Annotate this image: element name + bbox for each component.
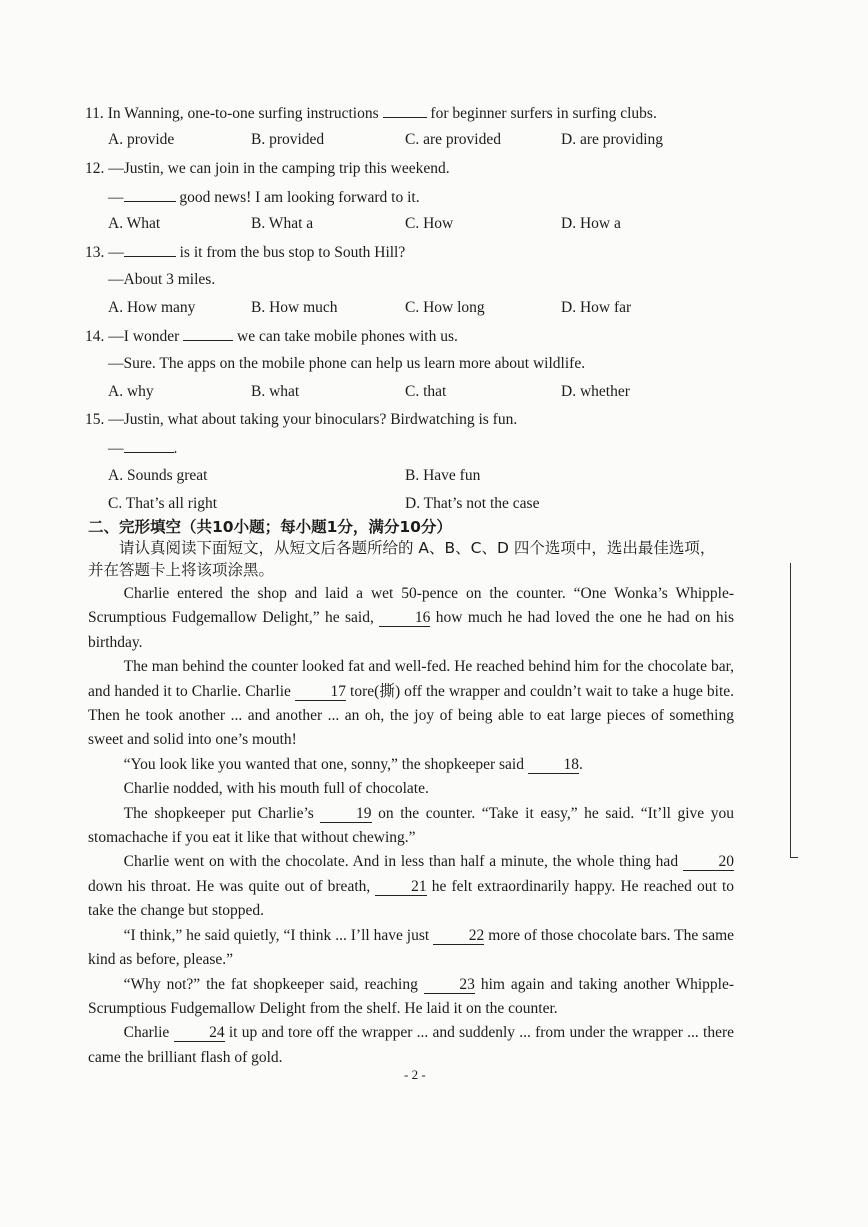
- section-instruction: 请认真阅读下面短文，从短文后各题所给的 A、B、C、D 四个选项中，选出最佳选项，: [119, 539, 716, 557]
- option-c: C. That’s all right: [108, 495, 218, 512]
- blank-20: 20: [683, 854, 734, 871]
- option-a: A. why: [108, 383, 154, 400]
- option-d: D. are providing: [561, 131, 664, 148]
- section-title: 二、完形填空（共10小题；每小题1分，满分10分）: [88, 518, 452, 536]
- dialogue-dash: —: [108, 244, 124, 261]
- option-c: C. How long: [405, 299, 485, 316]
- question-stem: for beginner surfers in surfing clubs.: [430, 105, 657, 122]
- blank-19: 19: [320, 806, 371, 823]
- blank-24: 24: [174, 1025, 225, 1042]
- option-d: D. whether: [561, 383, 630, 400]
- passage-paragraph: Charlie went on with the chocolate. And in less than half a minute, the whole thing had 20 down his throat. He was quite out of breath, 21 he felt extraordinarily happy. He reached out to take the change but stopped.: [88, 853, 735, 920]
- option-c: C. How: [405, 215, 454, 232]
- answer-blank: [183, 326, 233, 341]
- option-c: C. are provided: [405, 131, 501, 148]
- question-stem: —About 3 miles.: [108, 271, 216, 288]
- option-d: D. How far: [561, 299, 632, 316]
- passage-paragraph: Charlie 24 it up and tore off the wrapper ... and suddenly ... from under the wrapper ... there came the brilliant flash of gold.: [88, 1024, 734, 1066]
- question-stem: —Justin, we can join in the camping trip this weekend.: [108, 160, 450, 177]
- question-stem: —Justin, what about taking your binoculars? Birdwatching is fun.: [108, 411, 518, 428]
- question-stem: we can take mobile phones with us.: [237, 328, 458, 345]
- answer-blank: [383, 103, 427, 118]
- option-c: C. that: [405, 383, 447, 400]
- blank-21: 21: [375, 879, 426, 896]
- dialogue-dash: —: [108, 189, 124, 206]
- passage-paragraph: The shopkeeper put Charlie’s 19 on the counter. “Take it easy,” he said. “It’ll give you stomachache if you eat it like that without chewing.”: [88, 804, 735, 847]
- blank-17: 17: [295, 684, 346, 701]
- blank-23: 23: [424, 977, 475, 994]
- option-d: D. That’s not the case: [405, 495, 540, 512]
- passage-paragraph: Charlie entered the shop and laid a wet 50-pence on the counter. “One Wonka’s Whipple-Scrumptious Fudgemallow Delight,” he said, 16 how much he had loved the one he had on his birthday.: [88, 585, 735, 651]
- option-a: A. What: [108, 215, 161, 232]
- question-15: [85, 410, 517, 430]
- question-12: [85, 159, 450, 179]
- question-stem: is it from the bus stop to South Hill?: [179, 244, 406, 261]
- question-stem: good news! I am looking forward to it.: [179, 189, 420, 206]
- question-12-reply: [108, 187, 420, 208]
- answer-blank: [124, 438, 174, 453]
- question-stem: —I wonder: [108, 328, 180, 345]
- question-stem: In Wanning, one-to-one surfing instructions: [107, 105, 379, 122]
- page-number: - 2 -: [404, 1067, 426, 1082]
- question-stem: .: [173, 440, 178, 457]
- question-14: [85, 326, 458, 347]
- question-number: 12.: [85, 160, 105, 177]
- blank-22: 22: [433, 928, 484, 945]
- option-a: A. How many: [108, 299, 196, 316]
- question-number: 14.: [85, 328, 105, 345]
- option-a: A. provide: [108, 131, 175, 148]
- option-b: B. Have fun: [405, 467, 481, 484]
- option-d: D. How a: [561, 215, 621, 232]
- passage-paragraph: The man behind the counter looked fat and well-fed. He reached behind him for the chocolate bar, and handed it to Charlie. Charlie 17 tore(撕) off the wrapper and couldn’t wait to take a huge bite. Then he took another ... and another ... an oh, the joy of being able to eat large pieces of something sweet and solid into one’s mouth!: [88, 658, 735, 749]
- margin-line: [790, 563, 791, 858]
- option-b: B. provided: [251, 131, 325, 148]
- question-14-reply: [108, 354, 585, 374]
- dialogue-dash: —: [108, 440, 124, 457]
- question-13-reply: [108, 270, 215, 290]
- option-b: B. what: [251, 383, 300, 400]
- blank-16: 16: [379, 610, 430, 627]
- passage-paragraph: “Why not?” the fat shopkeeper said, reaching 23 him again and taking another Whipple-Scrumptious Fudgemallow Delight from the shelf. He laid it on the counter.: [88, 975, 734, 1017]
- cloze-passage: [88, 582, 734, 1070]
- question-stem: —Sure. The apps on the mobile phone can help us learn more about wildlife.: [108, 355, 586, 372]
- option-b: B. What a: [251, 215, 314, 232]
- question-number: 15.: [85, 411, 105, 428]
- question-number: 11.: [85, 105, 104, 122]
- margin-line-tick: [790, 857, 798, 858]
- option-a: A. Sounds great: [108, 467, 208, 484]
- answer-blank: [124, 242, 176, 257]
- question-number: 13.: [85, 244, 105, 261]
- section-instruction: 并在答题卡上将该项涂黑。: [88, 561, 275, 579]
- blank-18: 18: [528, 757, 579, 774]
- question-15-reply: [108, 438, 177, 459]
- passage-paragraph: “I think,” he said quietly, “I think ... I’ll have just 22 more of those chocolate bars. The same kind as before, please.”: [88, 926, 735, 969]
- passage-paragraph: “You look like you wanted that one, sonny,” the shopkeeper said 18.: [123, 755, 583, 773]
- question-13: [85, 242, 405, 263]
- question-11: [85, 103, 657, 124]
- passage-paragraph: Charlie nodded, with his mouth full of chocolate.: [123, 780, 429, 798]
- answer-blank: [124, 187, 176, 202]
- option-b: B. How much: [251, 299, 338, 316]
